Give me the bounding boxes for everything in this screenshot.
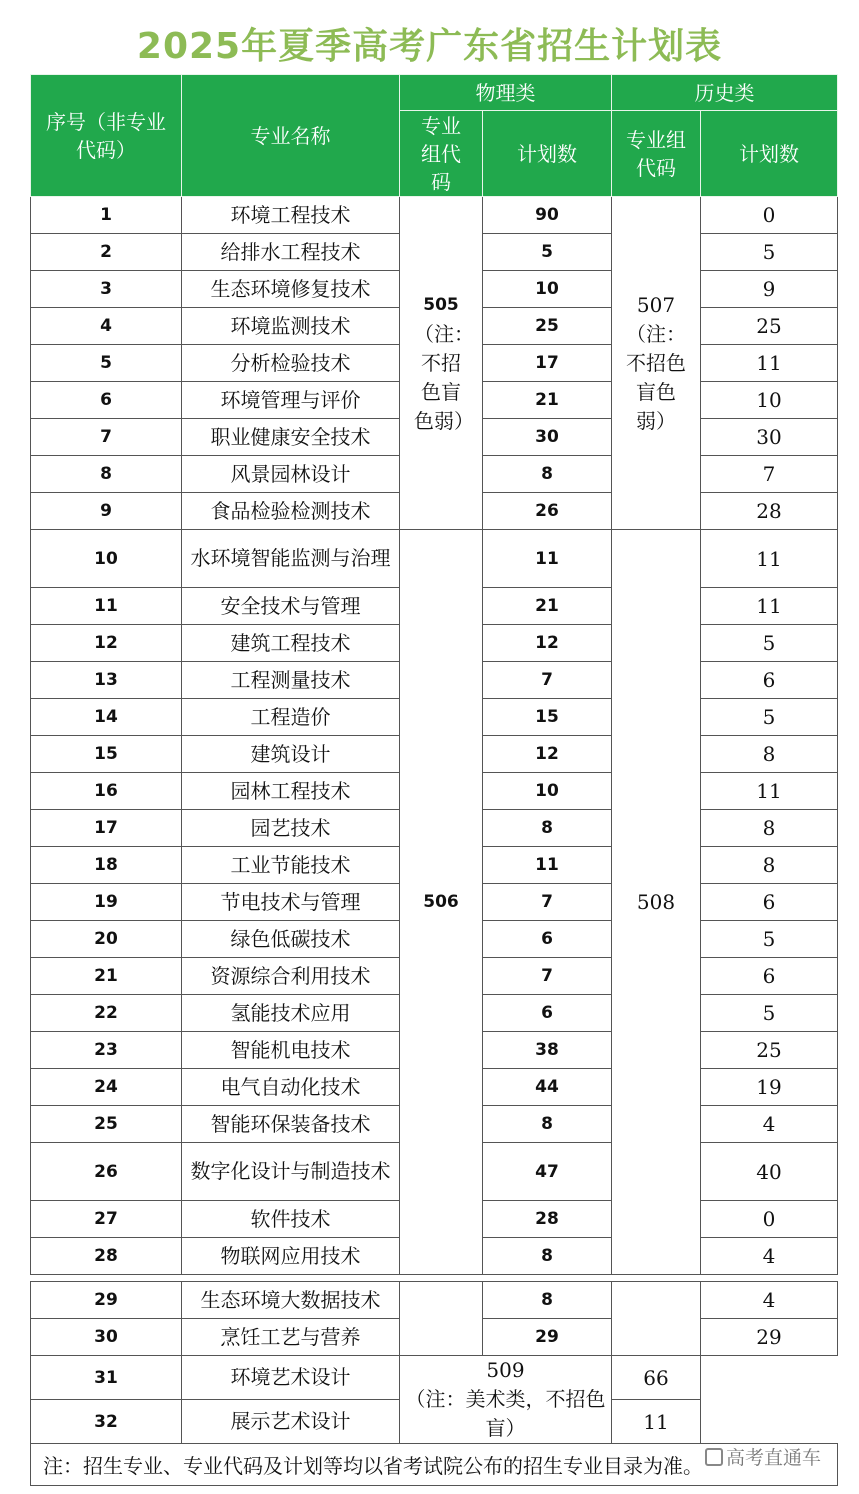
row-plan-physics: 6 — [483, 995, 612, 1032]
row-plan-history: 11 — [701, 773, 838, 810]
row-seq: 1 — [31, 197, 182, 234]
row-major-name: 风景园林设计 — [182, 456, 400, 493]
row-seq: 26 — [31, 1143, 182, 1201]
row-plan-physics: 6 — [483, 921, 612, 958]
row-plan-history: 40 — [701, 1143, 838, 1201]
watermark-text: 高考直通车 — [726, 1447, 822, 1469]
row-plan-physics: 17 — [483, 345, 612, 382]
page-title: 2025年夏季高考广东省招生计划表 — [136, 26, 723, 67]
row-major-name: 工业节能技术 — [182, 847, 400, 884]
row-major-name: 分析检验技术 — [182, 345, 400, 382]
header-physics: 物理类 — [400, 75, 612, 111]
header-seq: 序号（非专业代码） — [31, 75, 182, 197]
row-plan-physics: 21 — [483, 588, 612, 625]
row-plan-physics: 11 — [483, 530, 612, 588]
group-code-507-note: （注：不招色盲色弱） — [626, 321, 686, 433]
row-plan-physics: 29 — [483, 1319, 612, 1356]
table-row — [31, 1282, 838, 1319]
row-major-name: 数字化设计与制造技术 — [182, 1143, 400, 1201]
row-plan-physics: 44 — [483, 1069, 612, 1106]
group-code-509-number: 509 — [486, 1358, 525, 1382]
header-group-code-history: 专业组代码 — [612, 111, 701, 197]
row-plan-history: 5 — [701, 921, 838, 958]
row-major-name: 环境管理与评价 — [182, 382, 400, 419]
table-row — [31, 197, 838, 234]
header-history: 历史类 — [612, 75, 838, 111]
row-seq: 10 — [31, 530, 182, 588]
row-seq: 29 — [31, 1282, 182, 1319]
group-code-507 — [612, 197, 701, 530]
row-seq: 27 — [31, 1201, 182, 1238]
row-major-name: 环境工程技术 — [182, 197, 400, 234]
row-seq: 6 — [31, 382, 182, 419]
row-plan-history: 9 — [701, 271, 838, 308]
row-seq: 11 — [31, 588, 182, 625]
group-code-509-note: （注：美术类，不招色盲） — [405, 1387, 606, 1440]
row-seq: 22 — [31, 995, 182, 1032]
row-major-name: 环境监测技术 — [182, 308, 400, 345]
row-plan-physics: 28 — [483, 1201, 612, 1238]
row-plan-physics: 12 — [483, 625, 612, 662]
row-plan-history: 8 — [701, 810, 838, 847]
row-plan-history: 29 — [701, 1319, 838, 1356]
row-seq: 8 — [31, 456, 182, 493]
row-major-name: 食品检验检测技术 — [182, 493, 400, 530]
row-plan-history: 11 — [701, 345, 838, 382]
row-plan-physics: 25 — [483, 308, 612, 345]
row-major-name: 建筑工程技术 — [182, 625, 400, 662]
row-seq: 14 — [31, 699, 182, 736]
row-seq: 24 — [31, 1069, 182, 1106]
row-plan-history: 19 — [701, 1069, 838, 1106]
wechat-icon — [705, 1448, 723, 1466]
group-code-physics-empty — [400, 1282, 483, 1356]
row-plan-physics: 21 — [483, 382, 612, 419]
section-gap — [31, 1275, 838, 1282]
group-code-508: 508 — [612, 530, 701, 1275]
row-seq: 21 — [31, 958, 182, 995]
row-major-name: 智能机电技术 — [182, 1032, 400, 1069]
row-major-name: 给排水工程技术 — [182, 234, 400, 271]
row-seq: 28 — [31, 1238, 182, 1275]
gap-cell — [31, 1275, 838, 1282]
footnote: 注：招生专业、专业代码及计划等均以省考试院公布的招生专业目录为准。 — [31, 1444, 838, 1486]
row-plan-history: 0 — [701, 197, 838, 234]
row-major-name: 工程测量技术 — [182, 662, 400, 699]
header-name: 专业名称 — [182, 75, 400, 197]
header-group-code-physics: 专业组代码 — [400, 111, 483, 197]
row-major-name: 绿色低碳技术 — [182, 921, 400, 958]
row-plan-history: 66 — [612, 1356, 701, 1400]
row-major-name: 资源综合利用技术 — [182, 958, 400, 995]
row-major-name: 建筑设计 — [182, 736, 400, 773]
row-plan-physics: 12 — [483, 736, 612, 773]
row-plan-history: 5 — [701, 699, 838, 736]
header-plan-physics: 计划数 — [483, 111, 612, 197]
table-row — [31, 1356, 838, 1400]
row-plan-physics: 15 — [483, 699, 612, 736]
row-seq: 17 — [31, 810, 182, 847]
watermark — [705, 1443, 821, 1470]
row-plan-physics: 38 — [483, 1032, 612, 1069]
row-plan-physics: 10 — [483, 271, 612, 308]
row-plan-physics: 47 — [483, 1143, 612, 1201]
row-plan-history: 5 — [701, 625, 838, 662]
row-seq: 18 — [31, 847, 182, 884]
row-plan-physics: 7 — [483, 662, 612, 699]
row-plan-physics: 11 — [483, 847, 612, 884]
table-body — [31, 197, 838, 1486]
row-plan-physics: 8 — [483, 810, 612, 847]
row-major-name: 智能环保装备技术 — [182, 1106, 400, 1143]
row-plan-history: 5 — [701, 995, 838, 1032]
row-major-name: 环境艺术设计 — [182, 1356, 400, 1400]
row-plan-history: 30 — [701, 419, 838, 456]
table-row — [31, 530, 838, 588]
row-seq: 4 — [31, 308, 182, 345]
row-seq: 9 — [31, 493, 182, 530]
row-seq: 15 — [31, 736, 182, 773]
row-plan-history: 4 — [701, 1238, 838, 1275]
row-seq: 13 — [31, 662, 182, 699]
row-plan-history: 6 — [701, 662, 838, 699]
row-plan-history: 25 — [701, 308, 838, 345]
group-code-505-note: （注：不招色盲色弱） — [414, 321, 474, 433]
row-seq: 30 — [31, 1319, 182, 1356]
row-plan-physics: 5 — [483, 234, 612, 271]
group-code-507-number: 507 — [636, 292, 676, 317]
row-major-name: 软件技术 — [182, 1201, 400, 1238]
row-seq: 32 — [31, 1400, 182, 1444]
row-plan-history: 0 — [701, 1201, 838, 1238]
row-plan-physics: 90 — [483, 197, 612, 234]
row-major-name: 园艺技术 — [182, 810, 400, 847]
row-major-name: 职业健康安全技术 — [182, 419, 400, 456]
row-plan-history: 28 — [701, 493, 838, 530]
row-major-name: 电气自动化技术 — [182, 1069, 400, 1106]
row-major-name: 水环境智能监测与治理 — [182, 530, 400, 588]
row-plan-history: 25 — [701, 1032, 838, 1069]
row-major-name: 展示艺术设计 — [182, 1400, 400, 1444]
row-seq: 5 — [31, 345, 182, 382]
row-major-name: 节电技术与管理 — [182, 884, 400, 921]
row-plan-history: 4 — [701, 1106, 838, 1143]
row-plan-history: 10 — [701, 382, 838, 419]
row-major-name: 烹饪工艺与营养 — [182, 1319, 400, 1356]
row-major-name: 物联网应用技术 — [182, 1238, 400, 1275]
row-major-name: 园林工程技术 — [182, 773, 400, 810]
row-plan-physics: 30 — [483, 419, 612, 456]
row-plan-physics: 7 — [483, 958, 612, 995]
row-major-name: 安全技术与管理 — [182, 588, 400, 625]
group-code-history-empty — [612, 1282, 701, 1356]
row-major-name: 生态环境大数据技术 — [182, 1282, 400, 1319]
row-seq: 31 — [31, 1356, 182, 1400]
row-seq: 20 — [31, 921, 182, 958]
group-code-505 — [400, 197, 483, 530]
header-plan-history: 计划数 — [701, 111, 838, 197]
row-plan-physics: 26 — [483, 493, 612, 530]
group-code-506: 506 — [400, 530, 483, 1275]
row-plan-history: 8 — [701, 736, 838, 773]
row-plan-history: 11 — [612, 1400, 701, 1444]
enrollment-plan-table — [30, 74, 838, 1486]
row-seq: 2 — [31, 234, 182, 271]
row-seq: 23 — [31, 1032, 182, 1069]
row-plan-history: 7 — [701, 456, 838, 493]
row-major-name: 生态环境修复技术 — [182, 271, 400, 308]
row-plan-history: 6 — [701, 958, 838, 995]
row-seq: 7 — [31, 419, 182, 456]
row-plan-history: 5 — [701, 234, 838, 271]
row-seq: 16 — [31, 773, 182, 810]
row-plan-history: 11 — [701, 588, 838, 625]
row-plan-physics: 8 — [483, 1106, 612, 1143]
row-plan-history: 4 — [701, 1282, 838, 1319]
group-code-505-number: 505 — [423, 294, 459, 315]
row-seq: 3 — [31, 271, 182, 308]
group-code-509 — [400, 1356, 612, 1444]
row-plan-history: 8 — [701, 847, 838, 884]
row-seq: 12 — [31, 625, 182, 662]
row-seq: 25 — [31, 1106, 182, 1143]
row-plan-physics: 8 — [483, 1282, 612, 1319]
row-plan-physics: 7 — [483, 884, 612, 921]
row-plan-physics: 10 — [483, 773, 612, 810]
row-major-name: 工程造价 — [182, 699, 400, 736]
row-plan-history: 11 — [701, 530, 838, 588]
row-plan-history: 6 — [701, 884, 838, 921]
row-plan-physics: 8 — [483, 1238, 612, 1275]
row-plan-physics: 8 — [483, 456, 612, 493]
row-seq: 19 — [31, 884, 182, 921]
table-header — [31, 75, 838, 197]
row-major-name: 氢能技术应用 — [182, 995, 400, 1032]
